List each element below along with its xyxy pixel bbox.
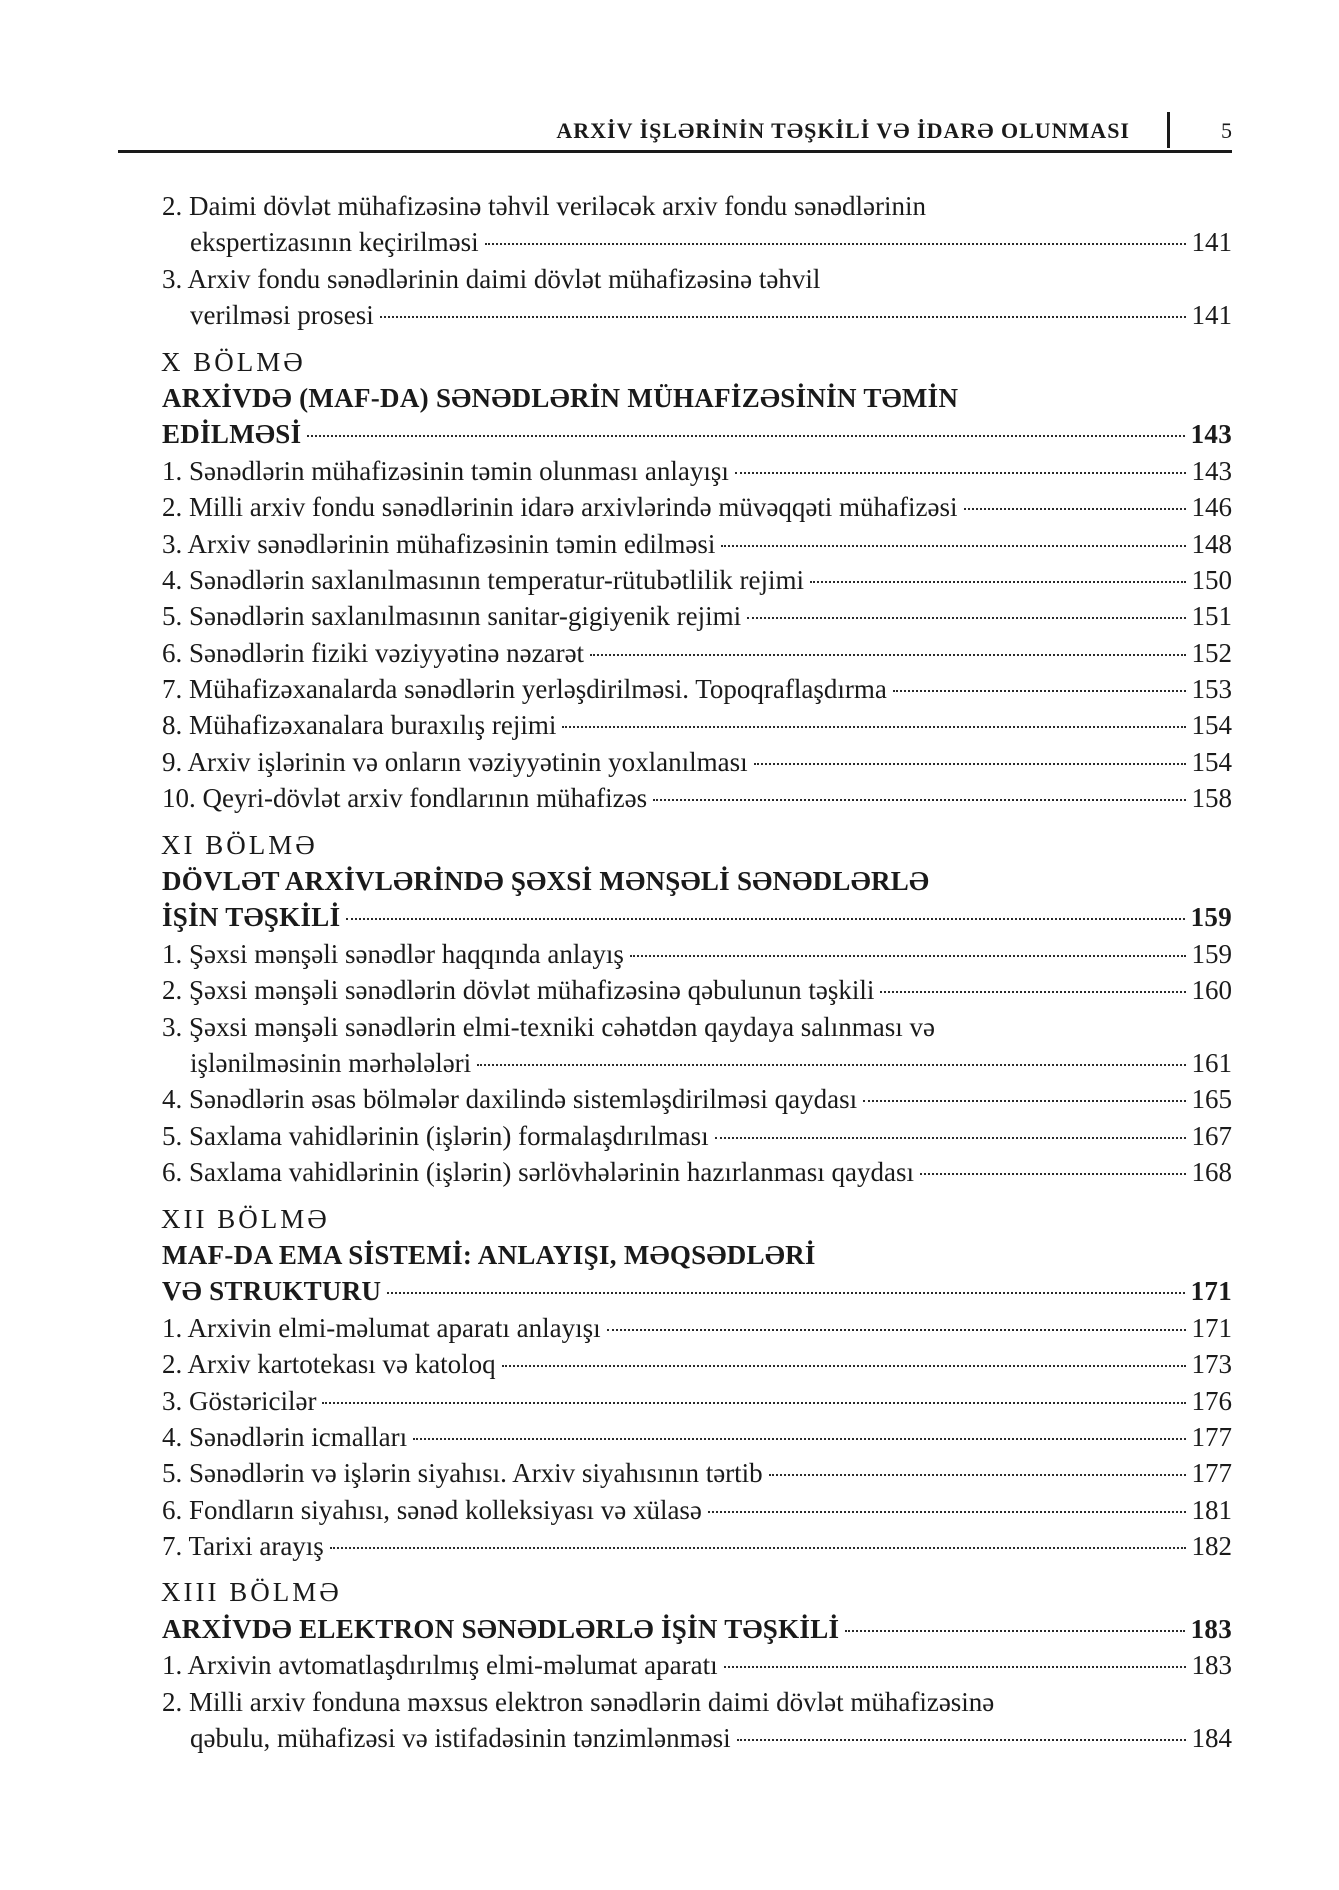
toc-entry [162, 635, 1232, 671]
toc-entry-line2 [162, 297, 1232, 333]
table-of-contents [162, 188, 1232, 1756]
toc-entry-page: 177 [1191, 1458, 1232, 1489]
toc-entry-text: EDİLMƏSİ [162, 419, 302, 450]
toc-entry-page: 183 [1190, 1613, 1232, 1644]
toc-entry-text: 2. Şəxsi mənşəli sənədlərin dövlət mühafizəsinə qəbulunun təşkili [162, 975, 875, 1006]
toc-entry-text: ARXİVDƏ (MAF-DA) SƏNƏDLƏRİN MÜHAFİZƏSİNİN TƏMİN [162, 382, 959, 413]
toc-entry-text: ekspertizasının keçirilməsi [190, 227, 479, 258]
section-title-line1 [162, 863, 1232, 899]
toc-entry-page: 171 [1190, 1276, 1232, 1307]
toc-entry-text: 6. Saxlama vahidlərinin (işlərin) sərlövhələrinin hazırlanması qaydası [162, 1157, 915, 1188]
toc-entry-page: 171 [1191, 1312, 1232, 1343]
toc-entry-page: 141 [1191, 300, 1232, 331]
dot-leader [653, 798, 1185, 801]
toc-entry-text: 2. Arxiv kartotekası və katoloq [162, 1349, 496, 1380]
toc-entry-page: 158 [1191, 783, 1232, 814]
section-label: XI BÖLMƏ [161, 829, 318, 860]
toc-entry-page: 154 [1191, 746, 1232, 777]
dot-leader [307, 434, 1184, 437]
toc-entry-page: 152 [1191, 637, 1232, 668]
toc-entry-page: 184 [1191, 1723, 1232, 1754]
section-title-line1 [162, 380, 1232, 416]
toc-entry-text: 5. Sənədlərin və işlərin siyahısı. Arxiv siyahısının tərtib [162, 1458, 763, 1489]
running-header [118, 112, 1232, 152]
toc-entry-text: 2. Daimi dövlət mühafizəsinə təhvil veriləcək arxiv fondu sənədlərinin [162, 191, 927, 221]
toc-entry-page: 154 [1191, 710, 1232, 741]
toc-entry-page: 146 [1191, 492, 1232, 523]
toc-entry-text: ARXİVDƏ ELEKTRON SƏNƏDLƏRLƏ İŞİN TƏŞKİLİ [162, 1613, 840, 1644]
toc-entry-line1 [162, 1009, 1232, 1045]
toc-entry [162, 1528, 1232, 1564]
toc-entry-text: 5. Saxlama vahidlərinin (işlərin) formalaşdırılması [162, 1120, 709, 1151]
section-label: XII BÖLMƏ [161, 1203, 330, 1234]
toc-entry-text: 3. Arxiv fondu sənədlərinin daimi dövlət mühafizəsinə təhvil [162, 263, 821, 294]
dot-leader [630, 954, 1186, 957]
dot-leader [715, 1136, 1186, 1139]
toc-entry-text: verilməsi prosesi [190, 300, 374, 331]
section-title [162, 899, 1232, 935]
toc-entry-text: 6. Sənədlərin fiziki vəziyyətinə nəzarət [162, 637, 585, 668]
dot-leader [845, 1629, 1184, 1632]
dot-leader [477, 1063, 1185, 1066]
toc-entry-page: 153 [1191, 674, 1232, 705]
toc-entry-page: 167 [1191, 1120, 1232, 1151]
toc-entry-text: 10. Qeyri-dövlət arxiv fondlarının mühafizəs [162, 783, 648, 814]
toc-entry [162, 1154, 1232, 1190]
toc-entry-text: DÖVLƏT ARXİVLƏRİNDƏ ŞƏXSİ MƏNŞƏLİ SƏNƏDLƏRLƏ [162, 866, 930, 897]
dot-leader [724, 1665, 1186, 1668]
toc-entry-page: 143 [1190, 419, 1232, 450]
dot-leader [735, 471, 1186, 474]
toc-entry-page: 176 [1191, 1385, 1232, 1416]
toc-section [162, 1201, 1232, 1565]
section-label: X BÖLMƏ [161, 346, 306, 377]
toc-entry-text: 1. Şəxsi mənşəli sənədlər haqqında anlayış [162, 938, 624, 969]
toc-entry-text: 4. Sənədlərin icmalları [162, 1421, 408, 1452]
toc-entry-text: 1. Arxivin elmi-məlumat aparatı anlayışı [162, 1312, 601, 1343]
toc-entry-text: 7. Tarixi arayış [162, 1531, 324, 1562]
header-rule [118, 150, 1232, 153]
toc-entry [162, 1383, 1232, 1419]
toc-entry-text: 4. Sənədlərin saxlanılmasının temperatur-rütubətlilik rejimi [162, 564, 805, 595]
toc-entry-page: 183 [1191, 1650, 1232, 1681]
toc-entry-text: VƏ STRUKTURU [162, 1276, 382, 1307]
toc-entry-line2 [162, 1720, 1232, 1756]
toc-entry-text: İŞİN TƏŞKİLİ [162, 902, 341, 933]
toc-entry-text: 3. Şəxsi mənşəli sənədlərin elmi-texniki cəhətdən qaydaya salınması və [162, 1011, 936, 1042]
toc-entry [162, 972, 1232, 1008]
toc-entry-text: 6. Fondların siyahısı, sənəd kolleksiyası və xülasə [162, 1494, 702, 1525]
dot-leader [502, 1364, 1186, 1367]
dot-leader [893, 689, 1186, 692]
section-title-line1 [162, 1237, 1232, 1273]
dot-leader [330, 1546, 1186, 1549]
dot-leader [708, 1510, 1186, 1513]
dot-leader [737, 1738, 1186, 1741]
toc-entry-text: 4. Sənədlərin əsas bölmələr daxilində sistemləşdirilməsi qaydası [162, 1084, 858, 1115]
toc-entry [162, 1419, 1232, 1455]
toc-entry-line2 [162, 1045, 1232, 1081]
dot-leader [747, 616, 1185, 619]
toc-entry-line1 [162, 261, 1232, 297]
section-title [162, 1273, 1232, 1309]
dot-leader [346, 917, 1184, 920]
toc-entry-text: qəbulu, mühafizəsi və istifadəsinin tənzimlənməsi [190, 1723, 731, 1754]
toc-entry [162, 936, 1232, 972]
toc-entry [162, 1455, 1232, 1491]
toc-entry-page: 143 [1191, 455, 1232, 486]
toc-section [162, 827, 1232, 1191]
dot-leader [562, 725, 1185, 728]
dot-leader [590, 653, 1185, 656]
toc-entry-line1 [162, 1684, 1232, 1720]
toc-entry-text: 7. Mühafizəxanalarda sənədlərin yerləşdirilməsi. Topoqraflaşdırma [162, 674, 887, 705]
dot-leader [607, 1328, 1186, 1331]
toc-entry [162, 1492, 1232, 1528]
section-title [162, 1611, 1232, 1647]
toc-entry-text: 2. Milli arxiv fondu sənədlərinin idarə arxivlərində müvəqqəti mühafizəsi [162, 492, 958, 523]
toc-entry-text: 1. Arxivin avtomatlaşdırılmış elmi-məlumat aparatı [162, 1650, 718, 1681]
toc-entry [162, 744, 1232, 780]
toc-entry [162, 1346, 1232, 1382]
dot-leader [413, 1437, 1185, 1440]
toc-entry-page: 141 [1191, 227, 1232, 258]
toc-entry-text: MAF-DA EMA SİSTEMİ: ANLAYIŞI, MƏQSƏDLƏRİ [162, 1239, 816, 1270]
section-label: XIII BÖLMƏ [161, 1577, 342, 1608]
running-header-title: ARXİV İŞLƏRİNİN TƏŞKİLİ VƏ İDARƏ OLUNMASI [556, 118, 1130, 143]
toc-entry-text: 8. Mühafizəxanalara buraxılış rejimi [162, 710, 557, 741]
toc-section [162, 1574, 1232, 1756]
dot-leader [485, 242, 1186, 245]
toc-entry-page: 177 [1191, 1421, 1232, 1452]
page-number: 5 [1221, 118, 1232, 143]
toc-entry-page: 159 [1191, 938, 1232, 969]
toc-entry [162, 562, 1232, 598]
dot-leader [754, 762, 1186, 765]
dot-leader [380, 315, 1186, 318]
toc-entry-text: işlənilməsinin mərhələləri [190, 1047, 472, 1078]
toc-entry [162, 598, 1232, 634]
toc-entry [162, 526, 1232, 562]
dot-leader [920, 1172, 1185, 1175]
toc-entry-page: 159 [1190, 902, 1232, 933]
toc-entry-page: 148 [1191, 528, 1232, 559]
toc-entry [162, 453, 1232, 489]
toc-entry-text: 2. Milli arxiv fonduna məxsus elektron sənədlərin daimi dövlət mühafizəsinə [162, 1686, 995, 1717]
toc-entry [162, 1647, 1232, 1683]
toc-entry-text: 3. Arxiv sənədlərinin mühafizəsinin təmin edilməsi [162, 528, 716, 559]
dot-leader [322, 1401, 1185, 1404]
toc-entry [162, 671, 1232, 707]
toc-entry-page: 161 [1191, 1047, 1232, 1078]
toc-entry [162, 1081, 1232, 1117]
dot-leader [387, 1291, 1184, 1294]
toc-entry-page: 151 [1191, 601, 1232, 632]
dot-leader [769, 1473, 1186, 1476]
toc-entry-line1 [162, 188, 1232, 224]
dot-leader [880, 990, 1185, 993]
section-title [162, 416, 1232, 452]
toc-entry-text: 5. Sənədlərin saxlanılmasının sanitar-gigiyenik rejimi [162, 601, 742, 632]
toc-entry-text: 1. Sənədlərin mühafizəsinin təmin olunması anlayışı [162, 455, 729, 486]
dot-leader [964, 507, 1186, 510]
toc-entry [162, 1118, 1232, 1154]
toc-entry-page: 168 [1191, 1157, 1232, 1188]
dot-leader [721, 544, 1185, 547]
toc-section [162, 344, 1232, 817]
toc-entry-page: 173 [1191, 1349, 1232, 1380]
toc-entry-page: 160 [1191, 975, 1232, 1006]
toc-entry-page: 165 [1191, 1084, 1232, 1115]
toc-entry-text: 9. Arxiv işlərinin və onların vəziyyətinin yoxlanılması [162, 746, 748, 777]
toc-entry-page: 181 [1191, 1494, 1232, 1525]
toc-entry-line2 [162, 224, 1232, 260]
header-separator [1167, 112, 1170, 148]
toc-entry [162, 1310, 1232, 1346]
toc-entry [162, 489, 1232, 525]
toc-entry-page: 182 [1191, 1531, 1232, 1562]
toc-entry [162, 707, 1232, 743]
dot-leader [863, 1099, 1185, 1102]
toc-entry-page: 150 [1191, 564, 1232, 595]
toc-entry [162, 780, 1232, 816]
dot-leader [810, 580, 1185, 583]
toc-entry-text: 3. Göstəricilər [162, 1385, 317, 1416]
